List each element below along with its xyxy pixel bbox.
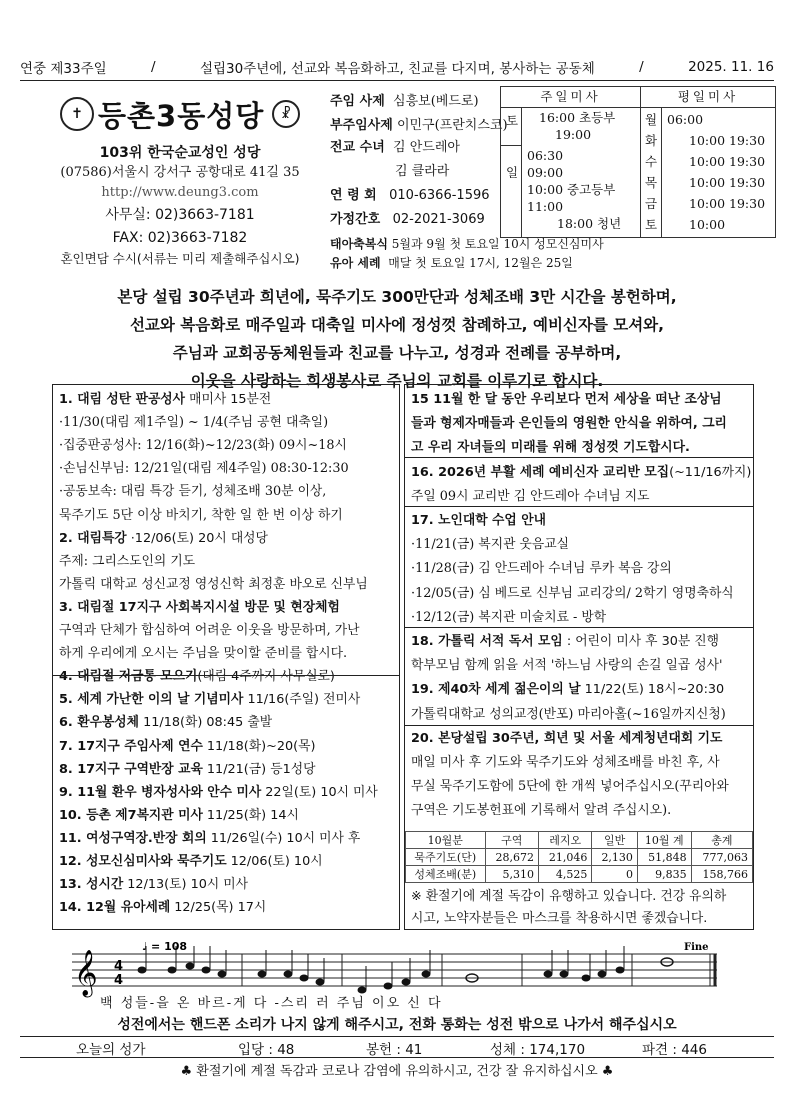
separator: / xyxy=(639,59,644,75)
table-header: 10월분 xyxy=(406,832,486,849)
chi-rho-icon: ☧ xyxy=(272,100,300,128)
table-cell: 5,310 xyxy=(485,866,538,883)
fine-mark: Fine xyxy=(684,942,709,953)
mass-time: 10:00 19:30 xyxy=(689,175,766,190)
slogan: 설립30주년에, 선교와 복음화하고, 친교를 다지며, 봉사하는 공동체 xyxy=(199,61,595,77)
notice-text: 매일 미사 후 기도와 묵주기도와 성체조배를 바친 후, 사 xyxy=(411,755,720,770)
saturday-label: 토 xyxy=(506,113,519,128)
dismissal-hymn: 파견 : 446 xyxy=(642,1042,707,1058)
weekday-label: 목 xyxy=(645,175,658,190)
notice-heading: 14. 12월 유아세례 xyxy=(59,900,171,916)
bulletin-date: 2025. 11. 16 xyxy=(688,59,774,75)
notice-line xyxy=(59,480,326,499)
wedding-text: 수시(서류는 미리 제출해주십시오) xyxy=(112,251,300,266)
notice-line xyxy=(59,827,360,846)
mass-time: 10:00 19:30 xyxy=(689,196,766,211)
notice-line xyxy=(59,850,323,869)
notice-text: 22일(토) 10시 미사 xyxy=(261,784,378,800)
infant-baptism-text: 매달 첫 토요일 17시, 12월은 25일 xyxy=(388,256,573,270)
staff-name: 심흥보(베드로) xyxy=(393,94,479,109)
staff-name: 010-6366-1596 xyxy=(389,188,490,203)
notice-heading: 19. 제40차 세계 젊은이의 날 xyxy=(411,682,581,698)
resolution-line: 주님과 교회공동체원들과 친교를 나누고, 성경과 전례를 공부하며, xyxy=(172,344,622,362)
notice-text: 가톨릭 대학교 성신교정 영성신학 최정훈 바오로 신부님 xyxy=(59,576,368,592)
church-logo-icon: ✝ xyxy=(60,97,94,131)
notice-line xyxy=(411,509,546,528)
infant-baptism-label: 유아 세례 xyxy=(330,256,381,270)
notice-line xyxy=(59,457,349,476)
notice-line xyxy=(59,573,368,592)
notice-line xyxy=(59,504,343,523)
mass-time: 18:00 청년 xyxy=(557,216,622,231)
notice-heading: 11. 여성구역장.반장 회의 xyxy=(59,830,207,846)
hymn-numbers-bar xyxy=(20,1036,774,1058)
mass-time: 11:00 xyxy=(527,199,564,214)
notice-heading: 15 11월 한 달 동안 우리보다 먼저 세상을 떠난 조상님 xyxy=(411,392,722,407)
notice-line xyxy=(411,799,671,818)
table-cell: 2,130 xyxy=(592,849,638,866)
entrance-hymn: 입당 : 48 xyxy=(238,1042,295,1058)
notice-text: 11/16(주일) 전미사 xyxy=(243,692,361,708)
staff-row xyxy=(330,116,508,136)
notice-line xyxy=(411,557,672,576)
header-strip xyxy=(20,56,774,78)
divider xyxy=(405,457,753,458)
table-header: 10월 계 xyxy=(637,832,691,849)
mass-time: 06:30 xyxy=(527,148,564,163)
prayer-offering-table xyxy=(405,831,753,883)
notice-heading: 3. 대림절 17지구 사회복지시설 방문 및 현장체험 xyxy=(59,599,340,615)
notice-text: 11/18(화)~20(목) xyxy=(202,738,316,754)
time-signature: 4 xyxy=(114,959,124,974)
notice-heading: 16. 2026년 부활 세례 예비신자 교리반 모집 xyxy=(411,464,670,480)
table-cell: 0 xyxy=(592,866,638,883)
staff-row xyxy=(330,210,485,230)
staff-name: 02-2021-3069 xyxy=(392,212,485,227)
notice-text: 주제: 그리스도인의 기도 xyxy=(59,553,196,569)
table-cell: 묵주기도(단) xyxy=(406,849,486,866)
mass-time: 10:00 19:30 xyxy=(689,133,766,148)
notice-text: 12/06(토) 10시 xyxy=(226,854,323,869)
divider xyxy=(53,675,399,676)
parish-subtitle: 103위 한국순교성인 성당 xyxy=(99,145,261,161)
staff-row xyxy=(330,186,490,206)
notice-text: 11/21(금) 등1성당 xyxy=(202,761,316,777)
health-notice: ※ 환절기에 계절 독감이 유행하고 있습니다. 건강 유의하 xyxy=(411,889,727,904)
time-signature: 4 xyxy=(114,973,124,988)
hymns-label: 오늘의 성가 xyxy=(76,1042,146,1058)
notice-line xyxy=(59,896,266,915)
notice-text: 12/25(목) 17시 xyxy=(170,900,267,916)
staff-row xyxy=(330,92,479,112)
notice-text: 11/25(화) 14시 xyxy=(202,807,299,823)
notice-text: ·11/30(대림 제1주일) ~ 1/4(주님 공현 대축일) xyxy=(59,415,329,431)
notice-text: 매미사 15분전 xyxy=(185,392,272,407)
notice-line xyxy=(411,436,690,455)
divider xyxy=(405,627,753,628)
weekday-times xyxy=(667,109,765,235)
notice-line xyxy=(59,434,347,453)
phone-notice: 성전에서는 핸드폰 소리가 나지 않게 해주시고, 전화 통화는 성전 밖으로 나가서 해주십시오 xyxy=(117,1017,677,1033)
sunday-label: 일 xyxy=(506,165,519,180)
table-cell: 4,525 xyxy=(538,866,591,883)
notice-text: 하게 우리에게 오시는 주님을 맞이할 준비를 합시다. xyxy=(59,646,348,662)
notice-text: ·12/06(토) 20시 대성당 xyxy=(126,530,268,546)
notice-text: (~11/16까지) xyxy=(669,464,752,480)
table-cell: 성체조배(분) xyxy=(406,866,486,883)
notice-text: 12/13(토) 10시 미사 xyxy=(123,877,249,893)
staff-role: 가정간호 xyxy=(330,212,381,227)
mass-time: 09:00 xyxy=(527,165,564,180)
table-cell: 9,835 xyxy=(637,866,691,883)
hymn-lyrics: 백 성들-을 온 바르-게 다 -스리 러 주님 이오 신 다 xyxy=(100,996,443,1011)
wedding-consult xyxy=(30,248,330,270)
office-fax: FAX: 02)3663-7182 xyxy=(112,230,248,246)
table-header: 레지오 xyxy=(538,832,591,849)
divider xyxy=(405,506,753,507)
table-header: 일반 xyxy=(592,832,638,849)
notice-line xyxy=(59,735,316,754)
resolution-line: 이웃을 사랑하는 희생봉사로 주님의 교회를 이루기로 합시다. xyxy=(190,372,604,390)
staff-role: 주임 사제 xyxy=(330,94,385,109)
table-cell: 158,766 xyxy=(691,866,752,883)
table-cell: 28,672 xyxy=(485,849,538,866)
wedding-label: 혼인면담 xyxy=(60,251,109,266)
notice-heading: 13. 성시간 xyxy=(59,877,124,893)
notice-line xyxy=(411,485,649,504)
weekday-labels xyxy=(645,109,657,235)
baby-blessing-label: 태아축복식 xyxy=(330,237,388,251)
notice-heading: 4. 대림절 저금통 모으기 xyxy=(59,669,198,685)
notices-left-column xyxy=(52,384,400,930)
weekday-label: 금 xyxy=(645,196,658,211)
notice-line xyxy=(59,527,268,546)
mass-time: 06:00 xyxy=(667,112,704,127)
separator: / xyxy=(151,59,156,75)
notice-text: (대림 4주까지 사무실로) xyxy=(197,669,335,685)
infant-baptism xyxy=(330,253,573,273)
notice-line xyxy=(411,630,719,649)
staff-name: 이민구(프란치스코) xyxy=(396,118,508,133)
staff-name: 김 안드레아 xyxy=(393,140,460,155)
notice-line xyxy=(411,388,722,407)
notice-heading: 17. 노인대학 수업 안내 xyxy=(411,513,546,528)
parish-website[interactable]: http://www.deung3.com xyxy=(101,185,259,200)
notice-line xyxy=(411,461,751,480)
notice-heading: 7. 17지구 주임사제 연수 xyxy=(59,738,203,754)
notice-text: ·11/28(금) 김 안드레아 수녀님 루카 복음 강의 xyxy=(411,561,672,577)
staff-role: 부주임사제 xyxy=(330,118,393,133)
weekday-mass-header: 평일미사 xyxy=(641,87,775,108)
table-header: 구역 xyxy=(485,832,538,849)
weekday-label: 수 xyxy=(645,154,658,169)
notice-text: 11/18(화) 08:45 출발 xyxy=(139,715,273,731)
notice-heading: 2. 대림특강 xyxy=(59,530,127,546)
notice-line xyxy=(411,678,724,697)
health-notice: 시고, 노약자분들은 마스크를 착용하시면 좋겠습니다. xyxy=(411,911,708,926)
notice-line xyxy=(411,654,723,673)
table-header: 총계 xyxy=(691,832,752,849)
office-phone: 사무실: 02)3663-7181 xyxy=(105,207,255,223)
table-cell: 51,848 xyxy=(637,849,691,866)
notice-line xyxy=(59,411,328,430)
notice-line xyxy=(59,873,248,892)
notice-line xyxy=(59,688,360,707)
staff-role: 전교 수녀 xyxy=(330,140,385,155)
resolution-line: 선교와 복음화로 매주일과 대축일 미사에 정성껏 참례하고, 예비신자를 모셔와, xyxy=(129,316,665,334)
notice-text: ·12/05(금) 심 베드로 신부님 교리강의/ 2학기 영명축하식 xyxy=(411,585,734,601)
notice-text: ·공동보속: 대림 특강 듣기, 성체조배 30분 이상, xyxy=(59,484,327,500)
notice-line xyxy=(411,775,729,794)
table-cell: 21,046 xyxy=(538,849,591,866)
mass-time: 10:00 중고등부 xyxy=(527,182,616,197)
church-name: 등촌3동성당 xyxy=(98,99,265,133)
notice-heading: 5. 세계 가난한 이의 날 기념미사 xyxy=(59,692,244,708)
notice-heading: 고 우리 자녀들의 미래를 위해 정성껏 기도합시다. xyxy=(411,440,690,456)
notice-heading: 20. 본당설립 30주년, 희년 및 서울 세계청년대회 기도 xyxy=(411,730,723,746)
notice-line xyxy=(411,412,727,431)
table-row xyxy=(406,866,753,883)
notice-heading: 8. 17지구 구역반장 교육 xyxy=(59,761,203,777)
table-row xyxy=(406,849,753,866)
notice-line xyxy=(59,619,359,638)
parish-resolution xyxy=(40,283,754,395)
notice-heading: 1. 대림 성탄 판공성사 xyxy=(59,392,186,407)
tempo-mark: ♩ = 108 xyxy=(142,940,188,953)
notice-line xyxy=(59,388,271,407)
notice-line xyxy=(59,596,340,615)
notice-text: 가톨릭대학교 성의교정(반포) 마리아홀(~16일까지신청) xyxy=(411,706,726,722)
notice-heading: 12. 성모신심미사와 묵주기도 xyxy=(59,854,227,869)
mass-time: 10:00 19:30 xyxy=(689,154,766,169)
notice-text: ·12/12(금) 복지관 미술치료 - 방학 xyxy=(411,609,607,625)
mass-time: 10:00 xyxy=(689,217,726,232)
treble-clef-icon: 𝄞 xyxy=(74,950,98,996)
footer-notice: ♣ 환절기에 계절 독감과 코로나 감염에 유의하시고, 건강 잘 유지하십시오 ♣ xyxy=(180,1064,614,1079)
divider xyxy=(20,80,774,81)
notice-text: 묵주기도 5단 이상 바치기, 착한 일 한 번 이상 하기 xyxy=(59,507,343,523)
notice-line xyxy=(59,781,378,800)
notice-heading: 9. 11월 환우 병자성사와 안수 미사 xyxy=(59,784,262,800)
notice-text: 11/22(토) 18시~20:30 xyxy=(580,682,725,698)
sunday-mass-header: 주일미사 xyxy=(501,87,640,108)
table-cell: 777,063 xyxy=(691,849,752,866)
communion-hymn: 성체 : 174,170 xyxy=(490,1042,586,1058)
notice-text: ·손님신부님: 12/21일(대림 제4주일) 08:30-12:30 xyxy=(59,461,349,477)
notice-text: 구역과 단체가 합심하여 어려운 이웃을 방문하며, 가난 xyxy=(59,623,360,638)
mass-time: 19:00 xyxy=(555,127,592,142)
notice-line xyxy=(411,703,726,722)
notice-text: ·집중판공성사: 12/16(화)~12/23(화) 09시~18시 xyxy=(59,438,347,454)
notice-text: 학부모님 함께 읽을 서적 '하느님 사랑의 손길 일곱 성사' xyxy=(411,658,723,674)
weekday-label: 화 xyxy=(645,133,658,148)
notice-line xyxy=(59,711,272,730)
week-label: 연중 제33주일 xyxy=(20,61,107,77)
staff-name: 김 클라라 xyxy=(395,164,450,179)
notice-line xyxy=(59,804,299,823)
notice-line xyxy=(411,751,720,770)
resolution-line: 본당 설립 30주년과 희년에, 묵주기도 300만단과 성체조배 3만 시간을 봉헌하며, xyxy=(117,288,677,306)
notice-text: : 어린이 미사 후 30분 진행 xyxy=(562,634,720,649)
saturday-times xyxy=(539,109,615,143)
notice-line xyxy=(411,727,722,746)
notice-text: 구역은 기도봉헌표에 기록해서 알려 주십시오). xyxy=(411,803,672,819)
notice-line xyxy=(59,642,347,661)
mass-schedule-table xyxy=(500,86,776,238)
notice-line xyxy=(59,758,315,777)
sunday-times xyxy=(527,147,621,232)
staff-row xyxy=(330,138,460,158)
notice-heading: 6. 환우봉성체 xyxy=(59,715,140,731)
notices-right-column xyxy=(404,384,754,930)
notice-line xyxy=(59,550,195,569)
notice-heading: 들과 형제자매들과 은인들의 영원한 안식을 위하여, 그리 xyxy=(411,416,727,432)
mass-time: 16:00 초등부 xyxy=(539,110,616,125)
notice-heading: 10. 등촌 제7복지관 미사 xyxy=(59,807,203,823)
baby-blessing-text: 5월과 9월 첫 토요일 10시 성모신심미사 xyxy=(391,237,604,251)
weekday-label: 월 xyxy=(645,112,658,127)
notice-line xyxy=(411,582,734,601)
notice-text: 무실 묵주기도함에 5단에 한 개씩 넣어주십시오(꾸리아와 xyxy=(411,779,729,795)
offertory-hymn: 봉헌 : 41 xyxy=(366,1042,423,1058)
notice-text: 주일 09시 교리반 김 안드레아 수녀님 지도 xyxy=(411,488,650,504)
notice-line xyxy=(411,606,606,625)
notice-text: ·11/21(금) 복지관 웃음교실 xyxy=(411,537,569,553)
staff-row xyxy=(395,162,449,182)
weekday-label: 토 xyxy=(645,217,658,232)
notice-text: 11/26일(수) 10시 미사 후 xyxy=(206,830,361,846)
notice-line xyxy=(411,533,569,552)
parish-address: (07586)서울시 강서구 공항대로 41길 35 xyxy=(60,165,300,180)
staff-role: 연 령 회 xyxy=(330,188,377,203)
divider xyxy=(405,725,753,726)
notice-heading: 18. 가톨릭 서적 독서 모임 xyxy=(411,634,563,649)
